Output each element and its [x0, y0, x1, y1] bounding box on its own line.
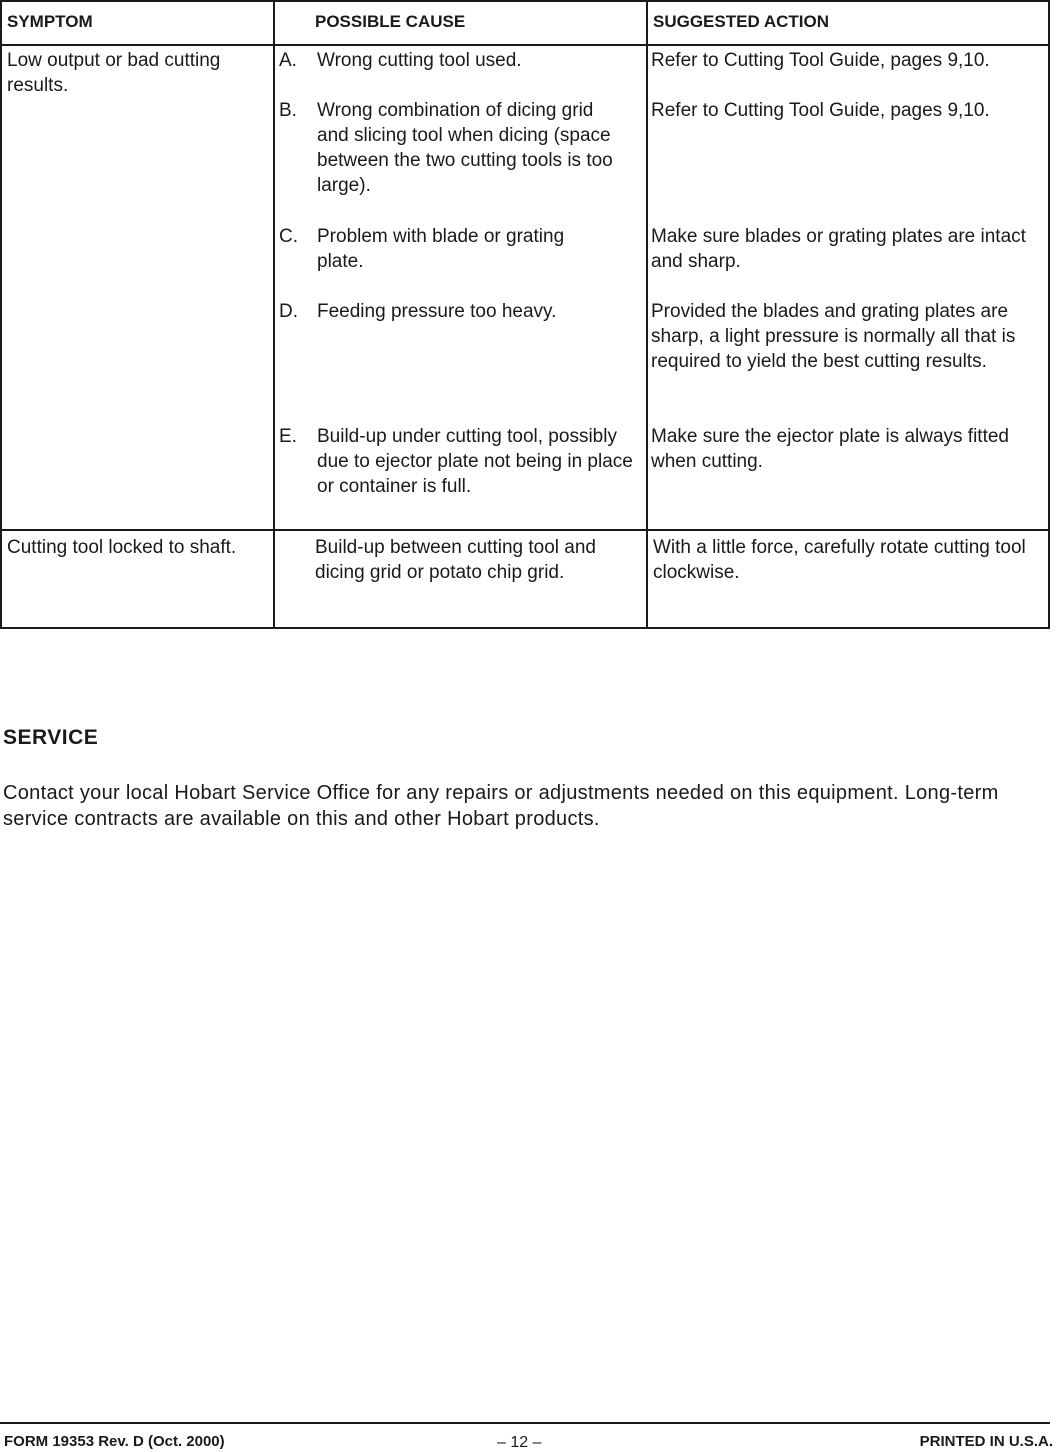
action-item-b: Refer to Cutting Tool Guide, pages 9,10.: [651, 100, 990, 121]
troubleshooting-table: [0, 0, 1050, 629]
printed-location: PRINTED IN U.S.A.: [919, 1433, 1053, 1450]
column-divider: [273, 2, 275, 627]
footer-divider: [0, 1422, 1050, 1424]
action-item-e: Make sure the ejector plate is always fitted when cutting.: [651, 426, 1010, 472]
symptom-tool-locked: Cutting tool locked to shaft.: [7, 537, 237, 558]
service-heading: SERVICE: [3, 726, 99, 749]
header-suggested-action: SUGGESTED ACTION: [653, 12, 829, 31]
cause-letter: E.: [279, 426, 297, 447]
cause-letter: D.: [279, 301, 298, 322]
cause-letter: C.: [279, 226, 298, 247]
cause-letter: A.: [279, 50, 297, 71]
cause-letter: B.: [279, 100, 297, 121]
header-possible-cause: POSSIBLE CAUSE: [315, 12, 466, 31]
action-item-c: Make sure blades or grating plates are intact and sharp.: [651, 226, 1026, 272]
page-number: – 12 –: [497, 1434, 542, 1451]
cause-text: Build-up under cutting tool, possibly due to ejector plate not being in place or container is full.: [317, 426, 633, 497]
symptom-low-output: Low output or bad cutting results.: [7, 50, 221, 96]
cause-build-up: Build-up between cutting tool and dicing grid or potato chip grid.: [315, 537, 596, 583]
cause-text: Wrong combination of dicing grid and slicing tool when dicing (space between the two cutting tools is too large).: [317, 100, 613, 196]
header-symptom: SYMPTOM: [7, 12, 93, 31]
row-divider: [2, 529, 1048, 531]
form-number: FORM 19353 Rev. D (Oct. 2000): [4, 1433, 225, 1450]
cause-text: Wrong cutting tool used.: [317, 50, 522, 71]
action-rotate-tool: With a little force, carefully rotate cutting tool clockwise.: [653, 537, 1026, 583]
cause-text: Problem with blade or grating plate.: [317, 226, 565, 272]
header-divider: [2, 44, 1048, 46]
column-divider: [646, 2, 648, 627]
action-item-d: Provided the blades and grating plates are sharp, a light pressure is normally all that is required to yield the best cutting results.: [651, 301, 1016, 372]
action-item-a: Refer to Cutting Tool Guide, pages 9,10.: [651, 50, 990, 71]
cause-text: Feeding pressure too heavy.: [317, 301, 557, 322]
service-paragraph: Contact your local Hobart Service Office for any repairs or adjustments needed on this equipment. Long-term service contracts are available on this and other Hobart products.: [3, 782, 999, 830]
